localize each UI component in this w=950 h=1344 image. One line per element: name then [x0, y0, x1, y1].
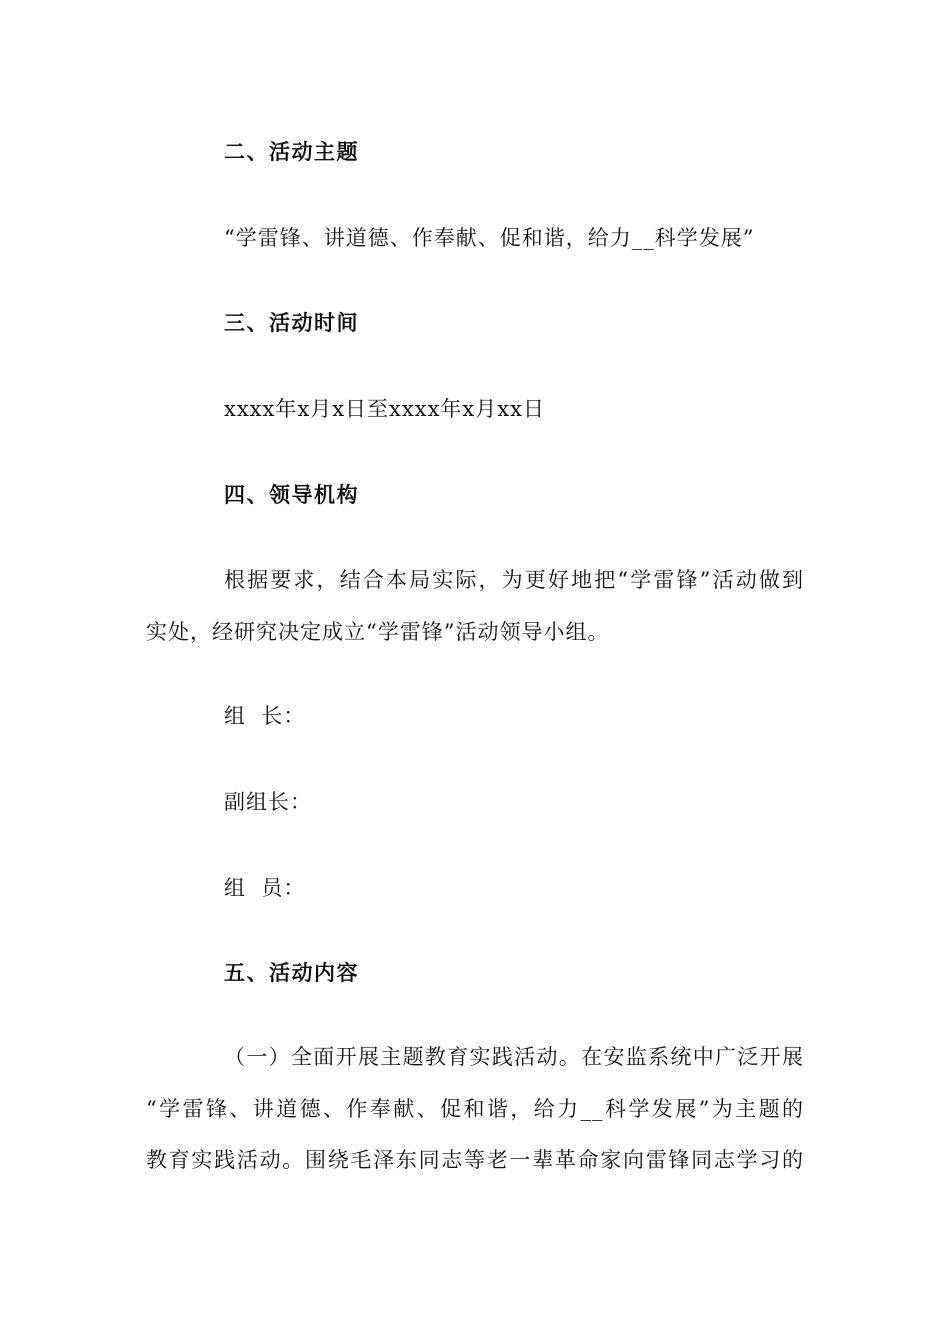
leadership-paragraph-line-2: 实处，经研究决定成立“学雷锋”活动领导小组。: [146, 620, 610, 644]
section-heading-content: 五、活动内容: [224, 960, 359, 985]
members-label: 组 员：: [224, 876, 306, 900]
section-heading-theme: 二、活动主题: [224, 139, 359, 164]
leadership-paragraph-line-1: 根据要求，结合本局实际，为更好地把“学雷锋”活动做到: [224, 568, 804, 592]
leader-label: 组 长：: [224, 704, 306, 728]
content-paragraph-line-2: “学雷锋、讲道德、作奉献、促和谐，给力__科学发展”为主题的: [146, 1097, 804, 1121]
content-paragraph-line-1: （一）全面开展主题教育实践活动。在安监系统中广泛开展: [224, 1045, 804, 1069]
content-paragraph-line-3: 教育实践活动。围绕毛泽东同志等老一辈革命家向雷锋同志学习的: [146, 1148, 804, 1172]
section-heading-time: 三、活动时间: [224, 310, 359, 335]
time-text: xxxx年x月x日至xxxx年x月xx日: [224, 397, 545, 421]
section-heading-leadership: 四、领导机构: [224, 482, 359, 507]
theme-text: “学雷锋、讲道德、作奉献、促和谐，给力__科学发展”: [224, 226, 755, 250]
deputy-leader-label: 副组长：: [224, 790, 312, 814]
